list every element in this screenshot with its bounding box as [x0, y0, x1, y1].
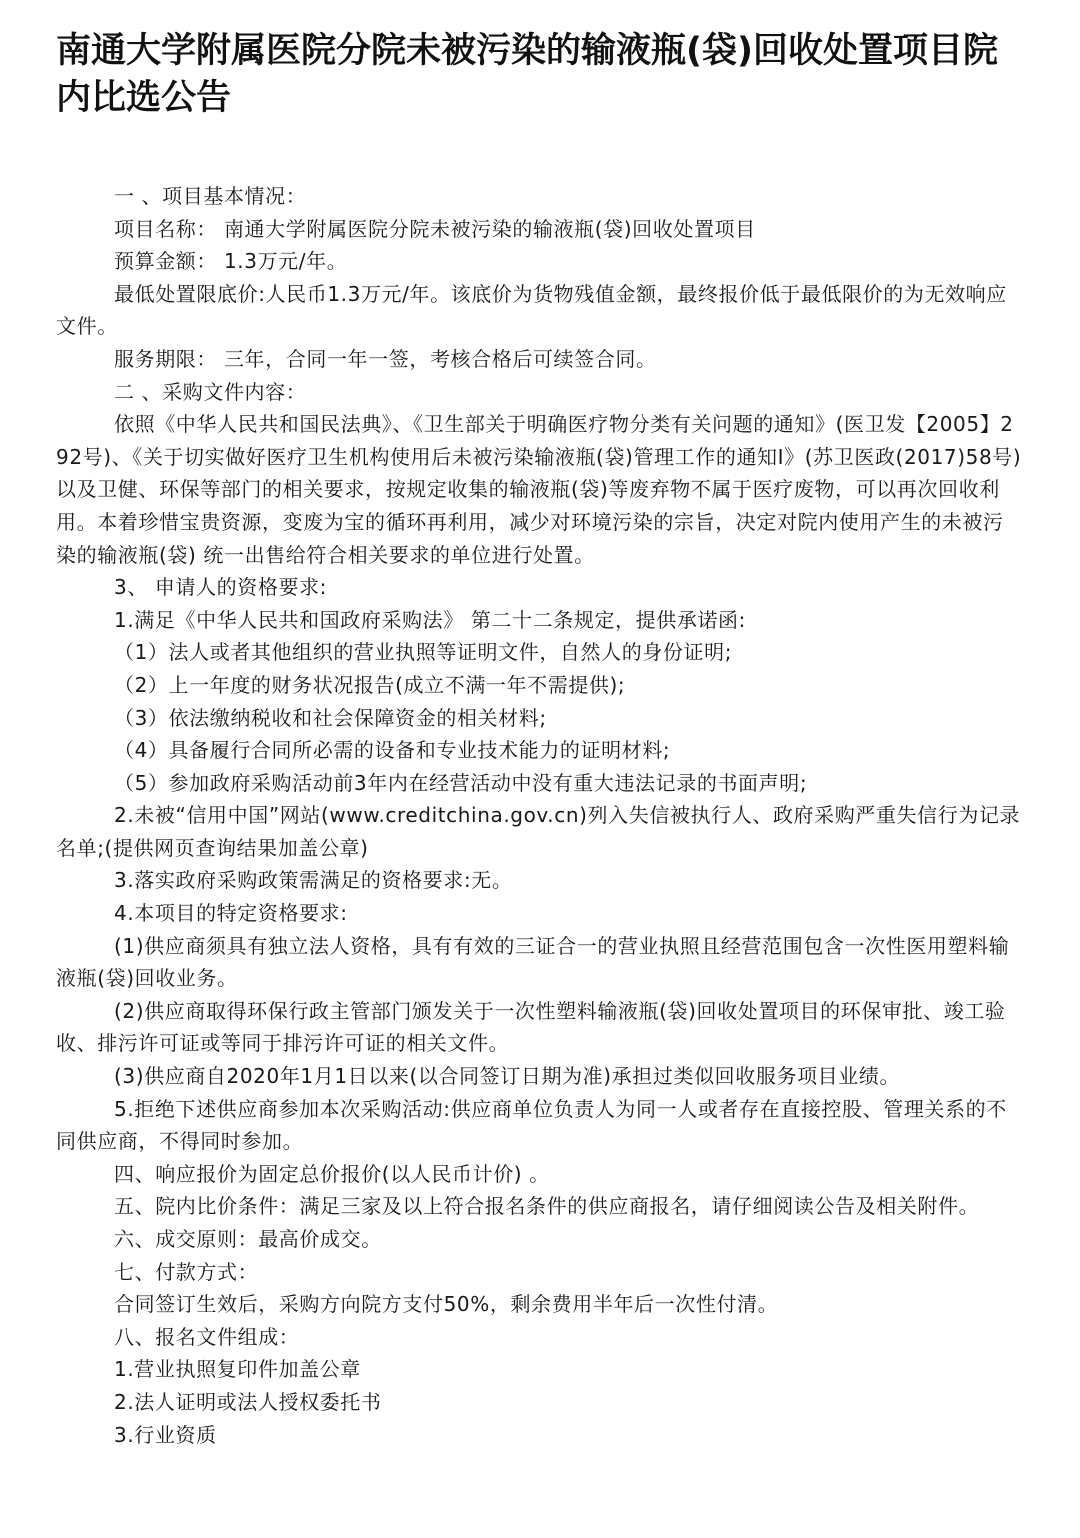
requirement-item: 3.落实政府采购政策需满足的资格要求:无。 — [114, 868, 513, 893]
section-heading-1: 一 、项目基本情况： — [114, 184, 307, 208]
requirement-subitem: （3）依法缴纳税收和社会保障资金的相关材料; — [114, 705, 547, 730]
section-heading-6: 六、成交原则：最高价成交。 — [114, 1227, 382, 1251]
registration-document: 2.法人证明或法人授权委托书 — [114, 1389, 382, 1414]
project-name: 项目名称： 南通大学附属医院分院未被污染的输液瓶(袋)回收处置项目 — [114, 216, 756, 241]
minimum-price: 最低处置限底价:人民币1.3万元/年。该底价为货物残值金额，最终报价低于最低限价的为无效响应文件。 — [56, 281, 1007, 339]
section-heading-7: 七、付款方式： — [114, 1259, 259, 1284]
requirement-item: 2.未被“信用中国”网站(www.creditchina.gov.cn)列入失信被执行人、政府采购严重失信行为记录名单;(提供网页查询结果加盖公章) — [56, 803, 1021, 860]
payment-terms: 合同签订生效后，采购方向院方支付50%，剩余费用半年后一次性付清。 — [114, 1292, 779, 1317]
requirement-subitem: （2）上一年度的财务状况报告(成立不满一年不需提供); — [114, 672, 626, 697]
budget-amount: 预算金额： 1.3万元/年。 — [114, 249, 348, 274]
requirement-item: 1.满足《中华人民共和国政府采购法》 第二十二条规定，提供承诺函: — [114, 607, 746, 632]
requirement-subitem: (1)供应商须具有独立法人资格，具有有效的三证合一的营业执照且经营范围包含一次性医用塑料输液瓶(袋)回收业务。 — [56, 933, 1010, 991]
section-heading-2: 二 、采购文件内容： — [114, 379, 307, 404]
requirement-subitem: （1）法人或者其他组织的营业执照等证明文件，自然人的身份证明; — [114, 640, 733, 665]
requirement-subitem: (3)供应商自2020年1月1日以来(以合同签订日期为准)承担过类似回收服务项目业绩。 — [114, 1064, 901, 1089]
section-heading-3: 3、 申请人的资格要求: — [114, 575, 328, 600]
requirement-item: 5.拒绝下述供应商参加本次采购活动:供应商单位负责人为同一人或者存在直接控股、管理关系的不同供应商，不得同时参加。 — [56, 1096, 1007, 1154]
section-heading-4: 四、响应报价为固定总价报价(以人民币计价) 。 — [114, 1161, 550, 1186]
registration-document: 3.行业资质 — [114, 1422, 217, 1447]
section-heading-8: 八、报名文件组成： — [114, 1324, 300, 1349]
requirement-subitem: (2)供应商取得环保行政主管部门颁发关于一次性塑料输液瓶(袋)回收处置项目的环保审批、竣工验收、排污许可证或等同于排污许可证的相关文件。 — [56, 998, 1006, 1056]
section-heading-5: 五、院内比价条件：满足三家及以上符合报名条件的供应商报名，请仔细阅读公告及相关附件。 — [114, 1194, 980, 1219]
notice-body — [56, 180, 1024, 1451]
service-period: 服务期限： 三年，合同一年一签，考核合格后可续签合同。 — [114, 346, 657, 371]
requirement-subitem: （4）具备履行合同所必需的设备和专业技术能力的证明材料; — [114, 738, 671, 763]
requirement-subitem: （5）参加政府采购活动前3年内在经营活动中没有重大违法记录的书面声明; — [114, 770, 808, 795]
registration-document: 1.营业执照复印件加盖公章 — [114, 1357, 361, 1382]
notice-title: 南通大学附属医院分院未被污染的输液瓶(袋)回收处置项目院内比选公告 — [56, 31, 998, 118]
requirement-item: 4.本项目的特定资格要求: — [114, 901, 348, 926]
procurement-content: 依照《中华人民共和国民法典》、《卫生部关于明确医疗物分类有关问题的通知》(医卫发【2005】292号)、《关于切实做好医疗卫生机构使用后未被污染输液瓶(袋)管理工作的通知I》(苏卫医政(2017)58号)以及卫健、环保等部门的相关要求，按规定收集的输液瓶(袋)等废弃物不属于医疗废物，可以再次回收利用。本着珍惜宝贵资源，变废为宝的循环再利用，减少对环境污染的宗旨，决定对院内使用产生的未被污染的输液瓶(袋) 统一出售给符合相关要求的单位进行处置。 — [56, 412, 1022, 567]
